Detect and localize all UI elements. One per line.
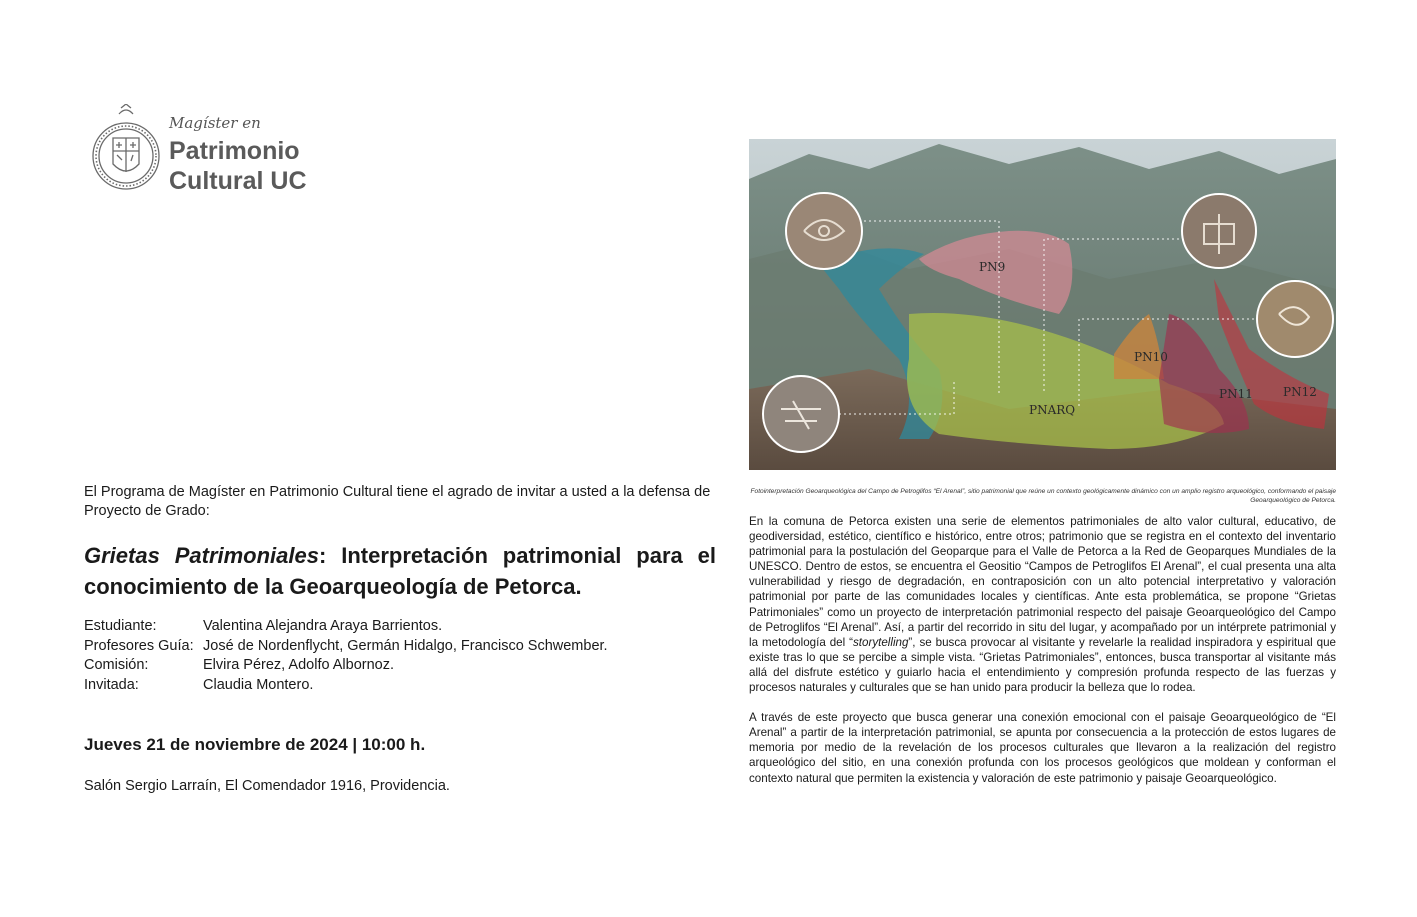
people-label: Invitada: [84,676,139,693]
description-italic: storytelling [853,635,909,649]
event-date: Jueves 21 de noviembre de 2024 | 10:00 h. [84,735,426,754]
logo-line-1: Patrimonio [169,137,300,165]
petroglyph-thumb-1 [786,193,862,269]
label-pn9: PN9 [979,260,1006,274]
label-pn12: PN12 [1283,385,1317,399]
project-title-italic: Grietas Patrimoniales [84,543,319,568]
project-title [84,540,716,602]
people-row-guest [84,676,724,696]
description-text: En la comuna de Petorca existen una serie de elementos patrimoniales de alto valor cultural, educativo, de geodiversidad, estético, científico e histórico, entre otros; patrimonio que se registra en el contexto del inventario patrimonial para la postulación del Geoparque para el Valle de Petorca a la Red de Geoparques Mundiales de la UNESCO. Dentro de estos, se encuentra el Geositio “Campos de Petroglifos El Arenal”, el cual presenta una alta vulnerabilidad y riesgo de degradación, en contraposición con un alto potencial interpretativo y valoración patrimonial por parte de las comunidades locales y científicas. Ante esta problemática, se propone “Grietas Patrimoniales” como un proyecto de interpretación patrimonial respecto del paisaje Geoarqueológico del Campo de Petroglifos “El Arenal”. Así, a partir del recorrido in situ del lugar, y acompañado por un intérprete patrimonial y la metodología del “ [749,515,1336,649]
label-pnarq: PNARQ [1029,403,1076,417]
people-value: Valentina Alejandra Araya Barrientos. [203,618,443,634]
description-paragraph-1 [749,514,1336,695]
logo-line-2: Cultural UC [169,167,307,195]
people-value: Elvira Pérez, Adolfo Albornoz. [203,657,395,674]
project-title-rest: : Interpretación patrimonial para el conocimiento de la Geoarqueología de Petorca. [84,543,716,599]
people-row-student [84,617,724,637]
people-label: Estudiante: [84,618,157,634]
event-place: Salón Sergio Larraín, El Comendador 1916, Providencia. [84,778,450,794]
photo-illustration [749,139,1336,470]
logo-subtitle: Magíster en [169,114,261,132]
project-description [749,514,1336,801]
label-pn11: PN11 [1219,387,1253,401]
people-list [84,617,724,695]
invitation-intro: El Programa de Magíster en Patrimonio Cultural tiene el agrado de invitar a usted a la defensa de Proyecto de Grado: [84,484,711,519]
description-paragraph-2: A través de este proyecto que busca generar una conexión emocional con el paisaje Geoarqueológico de “El Arenal” a partir de la interpretación patrimonial, se apunta por consecuencia a la protección de estos lugares de memoria por medio de la revelación de los procesos culturales que llevaron a la realización del registro arqueológico del sitio, en una conexión profunda con los procesos geológicos que moldean y conforman el contexto natural que permiten la existencia y valoración de este patrimonio y paisaje Geoarqueológico. [749,711,1336,785]
people-label: Comisión: [84,657,149,674]
people-value: José de Nordenflycht, Germán Hidalgo, Francisco Schwember. [203,637,608,654]
petroglyph-thumb-3 [1257,281,1333,357]
people-row-advisors [84,637,724,657]
people-label: Profesores Guía: [84,637,194,654]
photo-caption: Fotointerpretación Geoarqueológica del Campo de Petroglifos “El Arenal”, sitio patrimonial que reúne un contexto geológicamente dinámico con un amplio registro arqueológico, conformando el paisaje Geoarqueológico de Petorca. [750,488,1336,504]
program-logo [91,104,331,200]
people-value: Claudia Montero. [203,676,314,693]
logo-text [169,114,307,196]
label-pn10: PN10 [1134,350,1168,364]
description-text: ”, se busca provocar al visitante y revelarle la realidad inspiradora y espiritual que existe tras lo que se percibe a simple vista. “Grietas Patrimoniales”, entonces, busca transportar al visitante más allá del disfrute estético y guiarlo hacia el entendimiento y compresión profunda respecto de las fuerzas y procesos naturales y culturales que se han unido para producir la belleza que lo rodea. [749,635,1336,695]
university-seal-icon [91,104,161,200]
people-row-committee [84,656,724,676]
geoarchaeology-photo [749,139,1336,470]
